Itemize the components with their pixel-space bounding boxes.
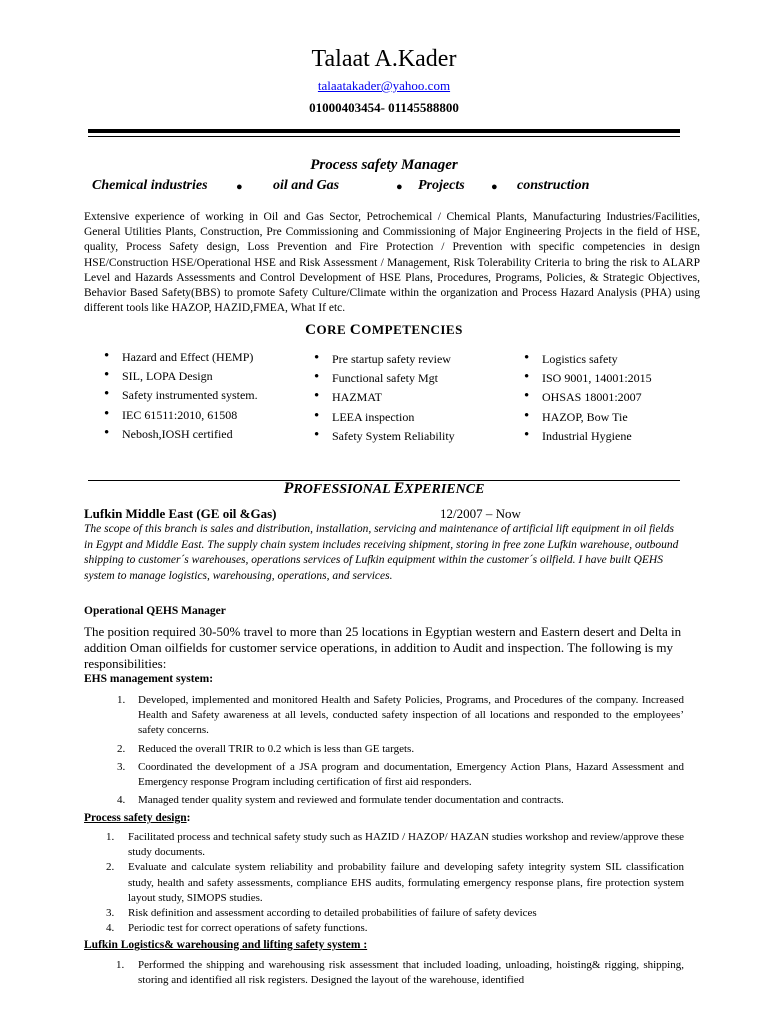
phone-numbers: 01000403454- 01145588800 — [309, 100, 459, 115]
competency-item: • Hazard and Effect (HEMP) — [100, 348, 258, 367]
list-item: 1. Facilitated process and technical safety study such as HAZID / HAZOP/ HAZAN studies workshop and review/approve these study documents. — [106, 831, 684, 859]
logistics-safety-heading: Lufkin Logistics& warehousing and lifting safety system : — [84, 939, 368, 951]
company-name: Lufkin Middle East (GE oil &Gas) — [84, 506, 277, 521]
summary-paragraph: Extensive experience of working in Oil and Gas Sector, Petrochemical / Chemical Plants, Manufacturing Industries/Facilities, General Utilities Plants, Construction, Pre Commissioning and Commissioning of Major Engineering Projects in the field of HSE, quality, Process Safety design, Loss Prevention and Fire Protection / Prevention with specific competencies in design HSE/Construction HSE/Operational HSE and Risk Assessment / Management, Risk Tolerability Criteria to bring the risk to ALARP Level and Hazards Assessments and Control Development of HSE Plans, Procedures, Programs, Policies, & Strategic Objectives, Behavior Based Safety(BBS) to promote Safety Culture/Climate within the organization and Process Hazard Analysis (PHA) using different tools like HAZOP, HAZID,FMEA, What If etc. — [84, 211, 700, 315]
specialty-1: Chemical industries — [92, 178, 208, 193]
ehs-heading: EHS management system: — [84, 673, 214, 685]
employment-dates: 12/2007 – Now — [440, 506, 521, 521]
competencies-column-2 — [310, 350, 455, 446]
list-item: 3. Coordinated the development of a JSA program and documentation, Emergency Action Plans, Hazard Assessment and Emergency response Program including certification of first aid responders. — [117, 760, 684, 789]
email-row — [0, 77, 768, 95]
list-item: 2. Evaluate and calculate system reliability and probability failure and developing safety integrity system SIL classification study, health and safety assessments, compliance EHS audits, formulating emergency response plans, fire protection system layout study, SIMOPS studies. — [106, 861, 684, 904]
specialty-3: Projects — [418, 178, 465, 193]
competency-item: • ISO 9001, 14001:2015 — [520, 369, 652, 388]
header-divider-thick — [88, 129, 680, 133]
bullet-dot: ● — [396, 181, 403, 193]
competency-item: • Safety System Reliability — [310, 427, 455, 446]
specialty-4: construction — [517, 178, 590, 193]
core-competencies-heading: CORE COMPETENCIES — [305, 322, 463, 338]
list-item: 1. Developed, implemented and monitored Health and Safety Policies, Programs, and Procedures of the company. Increased Health and Safety awareness at all levels, conducted safety inspection of all locations and responded to the employees’ safety concerns. — [117, 694, 684, 737]
list-item: 4. Periodic test for correct operations of safety functions. — [106, 922, 368, 935]
list-item: 2. Reduced the overall TRIR to 0.2 which is less than GE targets. — [117, 742, 415, 755]
process-safety-design-list — [84, 830, 684, 936]
company-scope: The scope of this branch is sales and distribution, installation, servicing and maintenance of artificial lift equipment in oil fields in Egypt and Middle East. The supply chain system includes receiving shipment, storing in free zone Lufkin warehouse, outbound shipping to customer´s warehouses, operations services of Lufkin equipment within the customer´s oilfield. I have built QEHS system to manage logistics, warehousing, operations, and services. — [84, 523, 679, 582]
competency-item: • Safety instrumented system. — [100, 386, 258, 405]
list-item: 1. Performed the shipping and warehousing risk assessment that included loading, unloading, hoisting& rigging, shipping, storing and identified all risk registers. Designed the layout of the warehouse, identified — [116, 959, 684, 987]
list-item: 4. Managed tender quality system and reviewed and formulate tender documentation and contracts. — [117, 794, 564, 807]
competency-item: • Functional safety Mgt — [310, 369, 455, 388]
competency-item: • OHSAS 18001:2007 — [520, 388, 652, 407]
bullet-dot: ● — [491, 181, 498, 193]
role-title: Process safety Manager — [310, 157, 458, 173]
competency-item: • HAZOP, Bow Tie — [520, 408, 652, 427]
competency-item: • HAZMAT — [310, 388, 455, 407]
competency-item: • IEC 61511:2010, 61508 — [100, 406, 258, 425]
ehs-list — [84, 693, 684, 811]
job-title: Operational QEHS Manager — [84, 605, 226, 617]
competency-item: • Logistics safety — [520, 350, 652, 369]
competency-item: • Industrial Hygiene — [520, 427, 652, 446]
competency-item: • Pre startup safety review — [310, 350, 455, 369]
logistics-safety-list — [84, 958, 684, 988]
competency-item: • SIL, LOPA Design — [100, 367, 258, 386]
email-link[interactable]: talaatakader@yahoo.com — [317, 78, 451, 93]
professional-experience-heading: PROFESSIONAL EXPERIENCE — [283, 480, 485, 497]
specialty-2: oil and Gas — [273, 178, 340, 193]
competencies-column-3 — [520, 350, 652, 446]
list-item: 3. Risk definition and assessment according to detailed probabilities of failure of safety devices — [106, 907, 537, 920]
competency-item: • Nebosh,IOSH certified — [100, 425, 258, 444]
bullet-dot: ● — [236, 181, 243, 193]
competency-item: • LEEA inspection — [310, 408, 455, 427]
header-divider-thin — [88, 136, 680, 137]
competencies-column-1 — [100, 348, 258, 444]
position-description: The position required 30-50% travel to more than 25 locations in Egyptian western and Eastern desert and Delta in addition Oman oilfields for customer service operations, in addition to Audit and inspection. The following is my responsibilities: — [84, 624, 682, 671]
process-safety-design-heading: Process safety design: — [84, 812, 191, 824]
candidate-name: Talaat A.Kader — [311, 46, 457, 72]
